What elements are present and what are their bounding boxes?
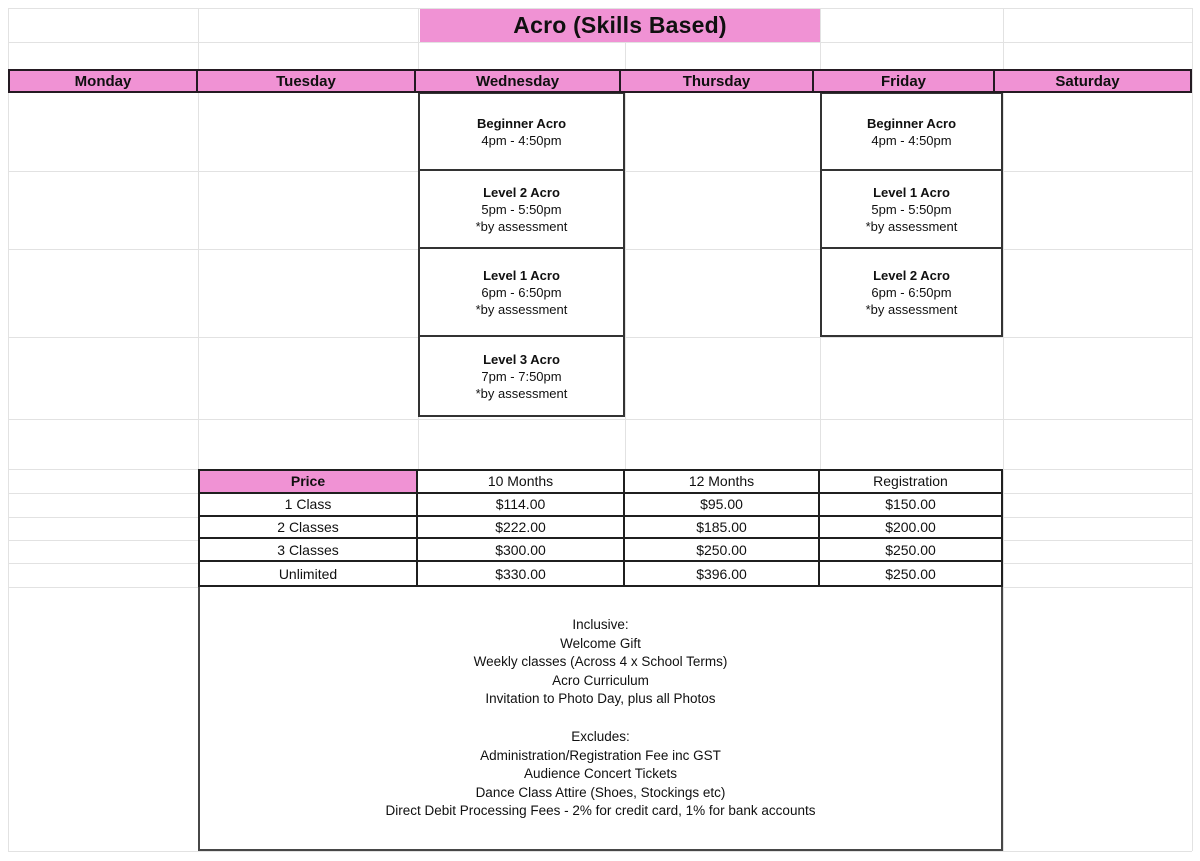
class-block-wed-level3 [418, 335, 625, 417]
price-cell: $250.00 [820, 539, 1001, 562]
note-line: Invitation to Photo Day, plus all Photos [485, 691, 716, 707]
class-block-wed-level1 [418, 247, 625, 337]
note-line: Direct Debit Processing Fees - 2% for credit card, 1% for bank accounts [385, 803, 816, 819]
day-cell-saturday: Saturday [1055, 72, 1120, 90]
price-cell: $150.00 [820, 494, 1001, 517]
class-time: 4pm - 4:50pm [481, 132, 562, 148]
grid-line [8, 42, 1192, 43]
price-header-registration: Registration [820, 471, 1001, 494]
class-title: Level 1 Acro [873, 184, 950, 200]
price-header-12-months: 12 Months [625, 471, 820, 494]
day-cell-wednesday: Wednesday [416, 71, 621, 91]
class-title: Level 3 Acro [483, 351, 560, 367]
class-block-wed-beginner [418, 92, 625, 171]
note-line: Dance Class Attire (Shoes, Stockings etc) [475, 784, 726, 800]
grid-line [1192, 8, 1193, 851]
price-cell: $250.00 [625, 539, 820, 562]
class-time: 6pm - 6:50pm [481, 284, 562, 300]
grid-line [8, 419, 1192, 420]
class-time: 5pm - 5:50pm [481, 201, 562, 217]
price-row-label: 2 Classes [200, 517, 418, 540]
class-note: *by assessment [475, 385, 568, 401]
class-title: Beginner Acro [866, 115, 957, 131]
note-line: Weekly classes (Across 4 x School Terms) [473, 654, 728, 670]
price-cell: $300.00 [418, 539, 625, 562]
price-cell: $114.00 [418, 494, 625, 517]
day-cell-monday: Monday [10, 71, 198, 91]
price-header-10-months: 10 Months [418, 471, 625, 494]
notes-gap [200, 709, 1001, 728]
class-note: *by assessment [475, 218, 568, 234]
class-note: *by assessment [475, 301, 568, 317]
class-time: 6pm - 6:50pm [871, 284, 952, 300]
inclusive-heading: Inclusive: [572, 617, 629, 632]
class-block-wed-level2 [418, 169, 625, 249]
price-cell: $396.00 [625, 562, 820, 585]
grid-line [1003, 8, 1004, 851]
class-title: Level 1 Acro [483, 267, 560, 283]
day-header-row [8, 69, 1192, 93]
note-line: Audience Concert Tickets [523, 766, 678, 782]
grid-line [8, 8, 9, 851]
class-time: 4pm - 4:50pm [871, 132, 952, 148]
day-cell-friday: Friday [814, 71, 995, 91]
price-table [198, 469, 1003, 587]
class-title: Level 2 Acro [483, 184, 560, 200]
price-header-label: Price [200, 471, 418, 494]
class-block-fri-beginner [820, 92, 1003, 171]
price-cell: $250.00 [885, 565, 936, 582]
price-cell: $200.00 [820, 517, 1001, 540]
price-row-label: 1 Class [200, 494, 418, 517]
class-time: 5pm - 5:50pm [871, 201, 952, 217]
price-row-label: 3 Classes [200, 539, 418, 562]
price-cell: $222.00 [418, 517, 625, 540]
price-cell: $330.00 [418, 562, 625, 585]
class-block-fri-level2 [820, 247, 1003, 337]
price-row-label: Unlimited [200, 562, 418, 585]
day-cell-tuesday: Tuesday [198, 71, 416, 91]
class-title: Level 2 Acro [873, 267, 950, 283]
price-cell: $185.00 [625, 517, 820, 540]
note-line: Welcome Gift [560, 635, 641, 651]
class-title: Beginner Acro [476, 115, 567, 131]
page-title: Acro (Skills Based) [513, 12, 727, 38]
notes-box [198, 587, 1003, 851]
day-cell-thursday: Thursday [621, 71, 814, 91]
title-banner [420, 9, 820, 42]
class-note: *by assessment [865, 218, 958, 234]
note-line: Administration/Registration Fee inc GST [480, 747, 721, 763]
class-block-fri-level1 [820, 169, 1003, 249]
price-cell: $95.00 [625, 494, 820, 517]
excludes-heading: Excludes: [571, 728, 630, 744]
class-time: 7pm - 7:50pm [481, 368, 562, 384]
grid-line [8, 851, 1192, 852]
class-note: *by assessment [865, 301, 958, 317]
note-line: Acro Curriculum [552, 672, 649, 688]
